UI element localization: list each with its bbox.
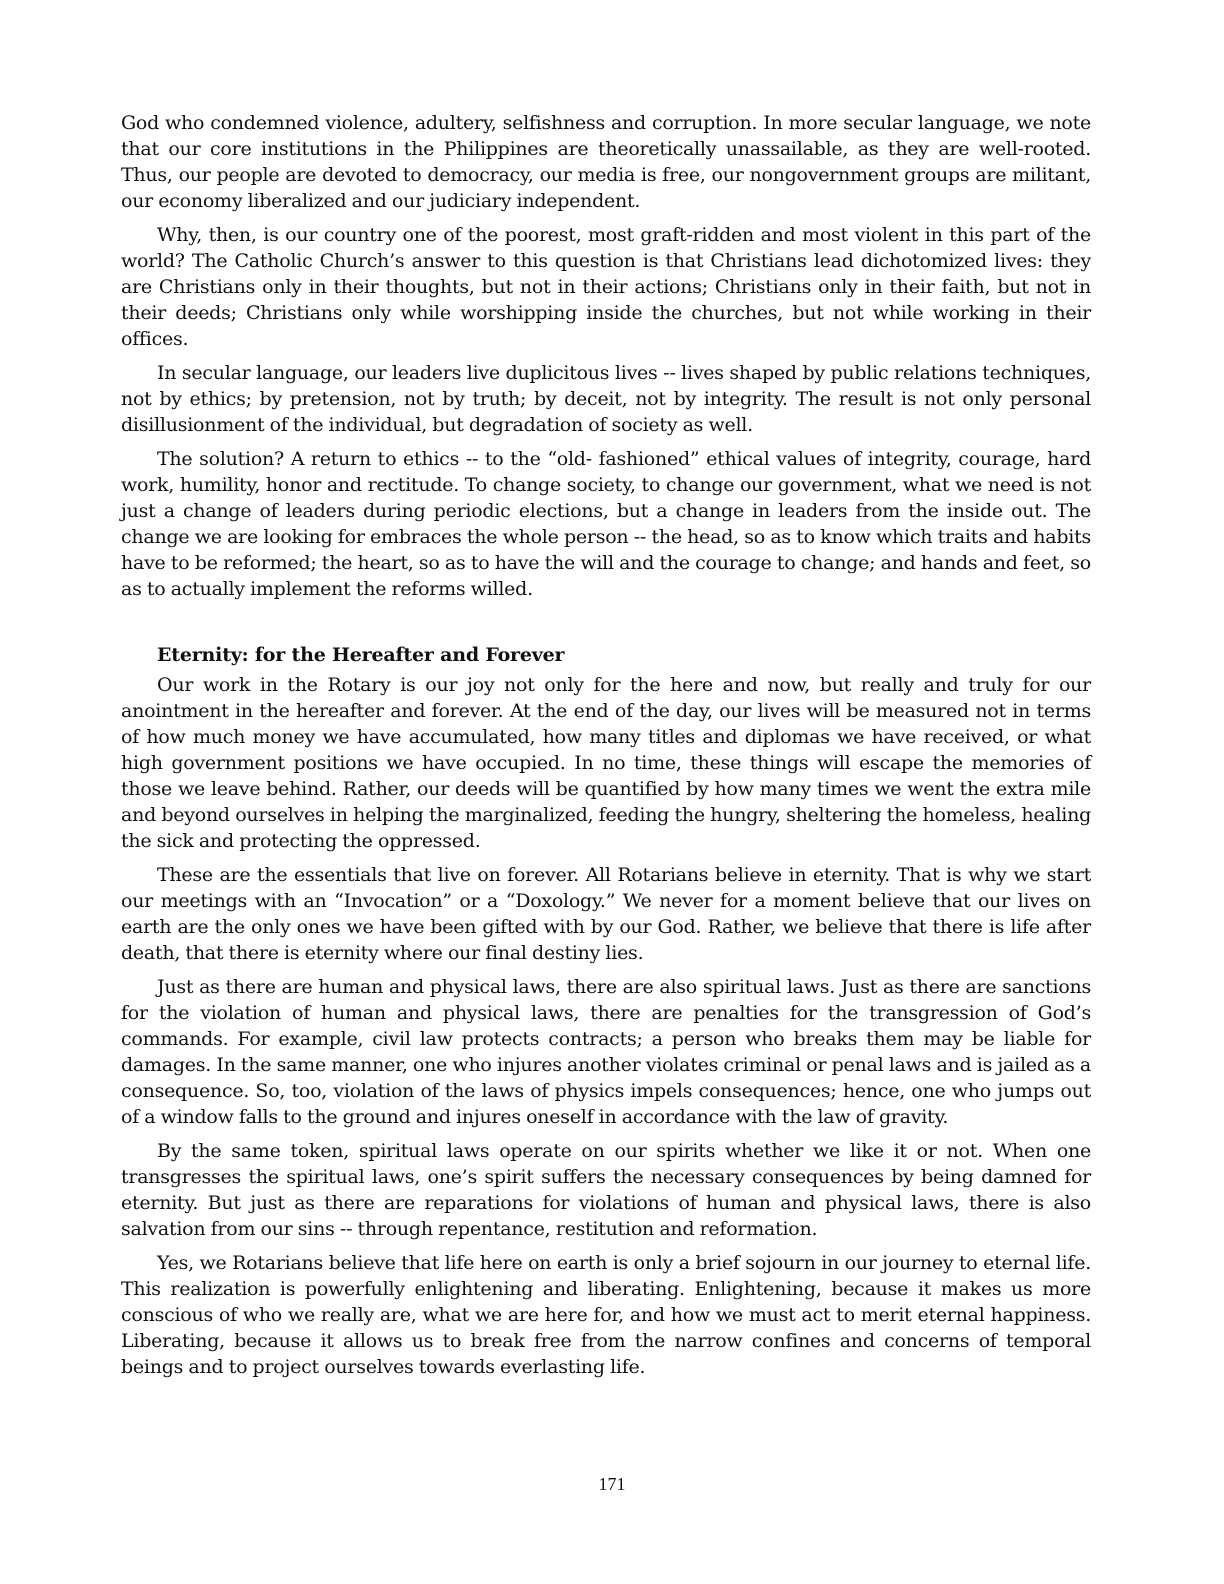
section-heading: Eternity: for the Hereafter and Forever [157,644,565,666]
paragraph: In secular language, our leaders live duplicitous lives -- lives shaped by public relations techniques, not by ethics; by pretension, not by truth; by deceit, not by integrity. The result is not only personal disillusionment of the individual, but degradation of society as well. [121,362,1091,436]
paragraph: Our work in the Rotary is our joy not only for the here and now, but really and truly for our anointment in the hereafter and forever. At the end of the day, our lives will be measured not in terms of how much money we have accumulated, how many titles and diplomas we have received, or what high government positions we have occupied. In no time, these things will escape the memories of those we leave behind. Rather, our deeds will be quantified by how many times we went the extra mile and beyond ourselves in helping the marginalized, feeding the hungry, sheltering the homeless, healing the sick and protecting the oppressed. [121,674,1091,852]
paragraph: These are the essentials that live on forever. All Rotarians believe in eternity. That is why we start our meetings with an “Invocation” or a “Doxology.” We never for a moment believe that our lives on earth are the only ones we have been gifted with by our God. Rather, we believe that there is life after death, that there is eternity where our final destiny lies. [121,864,1091,964]
paragraph-continued: God who condemned violence, adultery, selfishness and corruption. In more secular language, we note that our core institutions in the Philippines are theoretically unassailable, as they are well-rooted. Thus, our people are devoted to democracy, our media is free, our nongovernment groups are militant, our economy liberalized and our judiciary independent. [121,112,1091,212]
page-number: 171 [598,1474,626,1494]
paragraph: The solution? A return to ethics -- to the “old- fashioned” ethical values of integrity, courage, hard work, humility, honor and rectitude. To change society, to change our government, what we need is not just a change of leaders during periodic elections, but a change in leaders from the inside out. The change we are looking for embraces the whole person -- the head, so as to know which traits and habits have to be reformed; the heart, so as to have the will and the courage to change; and hands and feet, so as to actually implement the reforms willed. [121,448,1091,600]
paragraph: Yes, we Rotarians believe that life here on earth is only a brief sojourn in our journey to eternal life. This realization is powerfully enlightening and liberating. Enlightening, because it makes us more conscious of who we really are, what we are here for, and how we must act to merit eternal happiness. Liberating, because it allows us to break free from the narrow confines and concerns of temporal beings and to project ourselves towards everlasting life. [121,1252,1091,1378]
paragraph: Why, then, is our country one of the poorest, most graft-ridden and most violent in this part of the world? The Catholic Church’s answer to this question is that Christians lead dichotomized lives: they are Christians only in their thoughts, but not in their actions; Christians only in their faith, but not in their deeds; Christians only while worshipping inside the churches, but not while working in their offices. [121,224,1091,350]
paragraph: Just as there are human and physical laws, there are also spiritual laws. Just as there are sanctions for the violation of human and physical laws, there are penalties for the transgression of God’s commands. For example, civil law protects contracts; a person who breaks them may be liable for damages. In the same manner, one who injures another violates criminal or penal laws and is jailed as a consequence. So, too, violation of the laws of physics impels consequences; hence, one who jumps out of a window falls to the ground and injures oneself in accordance with the law of gravity. [121,976,1091,1128]
page-body [121,110,1091,1388]
paragraph: By the same token, spiritual laws operate on our spirits whether we like it or not. When one transgresses the spiritual laws, one’s spirit suffers the necessary consequences by being damned for eternity. But just as there are reparations for violations of human and physical laws, there is also salvation from our sins -- through repentance, restitution and reformation. [121,1140,1091,1240]
